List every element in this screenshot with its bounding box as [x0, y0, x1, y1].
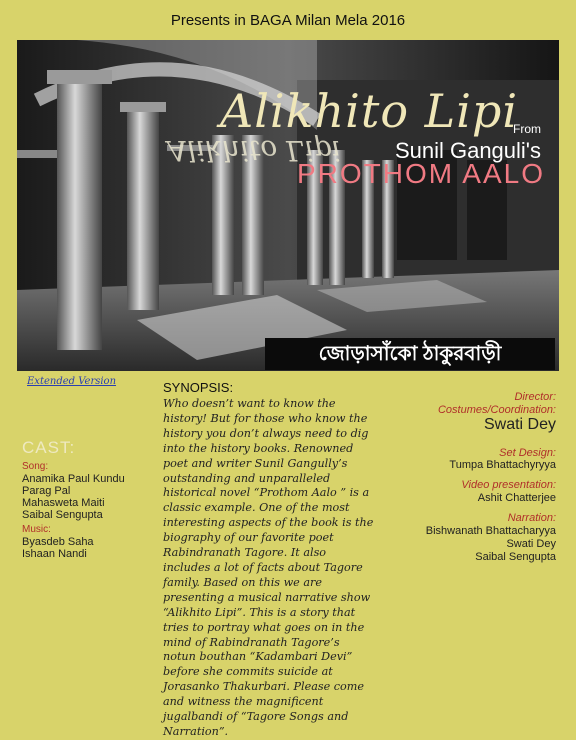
director-name: Swati Dey — [483, 416, 556, 433]
song-label: Song: — [22, 461, 49, 472]
song-performer: Saibal Sengupta — [22, 509, 103, 521]
cast-heading: CAST: — [22, 438, 76, 457]
synopsis-line: biography of our favorite poet — [163, 531, 334, 545]
synopsis-line: before she commits suicide at — [163, 665, 333, 679]
bengali-caption: জোড়াসাঁকো ঠাকুরবাড়ী — [265, 338, 555, 370]
poster-title: Alikhito Lipi — [220, 84, 519, 138]
synopsis-line: into the history books. Renowned — [163, 441, 354, 455]
costumes-label: Costumes/Coordination: — [437, 404, 556, 416]
synopsis-line: Who doesn’t want to know the — [163, 397, 336, 410]
video-label: Video presentation: — [461, 479, 556, 491]
narration-names — [426, 525, 556, 564]
narrator-name: Bishwanath Bhattacharyya — [425, 525, 556, 537]
extended-version-link[interactable]: Extended Version — [27, 376, 117, 387]
song-names — [22, 473, 125, 521]
synopsis-line: interesting aspects of the book is the — [163, 516, 374, 530]
song-performer: Mahasweta Maiti — [22, 497, 105, 509]
synopsis-line: and witness the magnificent — [163, 695, 324, 709]
music-label: Music: — [22, 524, 51, 535]
synopsis-line: Rabindranath Tagore. It also — [163, 546, 327, 560]
synopsis-line: Jorasanko Thakurbari. Please come — [163, 680, 365, 694]
from-label: From — [513, 122, 541, 136]
video-name: Ashit Chatterjee — [477, 492, 556, 504]
poster-title-reflection: Alikhito Lipi — [167, 134, 341, 167]
narrator-name: Saibal Sengupta — [475, 551, 556, 563]
author-name: Sunil Ganguli's — [394, 138, 541, 163]
song-performer: Parag Pal — [22, 485, 71, 497]
synopsis-line: history! But for those who know the — [163, 411, 368, 425]
synopsis-line: poet and writer Sunil Gangully’s — [163, 456, 348, 470]
synopsis-line: jugalbandi of “Tagore Songs and — [163, 710, 349, 724]
synopsis-line: Narration”. — [163, 724, 229, 738]
synopsis-line: tries to portray what goes on in the — [163, 620, 365, 634]
synopsis-line: classic example. One of the most — [163, 501, 350, 515]
set-design-name: Tumpa Bhattachyryya — [449, 459, 556, 471]
synopsis-line: “Alikhito Lipi”. This is a story that — [163, 605, 356, 619]
synopsis-line: includes a lot of facts about Tagore — [163, 560, 363, 574]
director-label: Director: — [514, 391, 556, 403]
music-performer: Ishaan Nandi — [22, 548, 87, 560]
synopsis-heading: SYNOPSIS: — [163, 380, 234, 395]
synopsis-line: presenting a musical narrative show — [163, 590, 371, 604]
novel-title: PROTHOM AALO — [296, 158, 545, 189]
music-performer: Byasdeb Saha — [22, 536, 94, 548]
synopsis-line: outstanding and unparalleled — [163, 471, 331, 485]
synopsis-line: mind of Rabindranath Tagore’s — [163, 635, 340, 649]
song-performer: Anamika Paul Kundu — [22, 473, 125, 485]
synopsis-line: historical novel “Prothom Aalo ” is a — [163, 486, 370, 500]
synopsis-body — [163, 397, 408, 740]
synopsis-line: family. Based on this we are — [163, 575, 322, 589]
set-design-label: Set Design: — [499, 447, 556, 459]
header-presents: Presents in BAGA Milan Mela 2016 — [170, 12, 406, 29]
narrator-name: Swati Dey — [506, 538, 556, 550]
narration-label: Narration: — [507, 512, 556, 524]
music-names — [22, 536, 94, 560]
synopsis-line: history you don’t always need to dig — [163, 426, 369, 440]
synopsis-line: notun bouthan “Kadambari Devi” — [163, 650, 353, 664]
poster-image — [17, 40, 559, 371]
